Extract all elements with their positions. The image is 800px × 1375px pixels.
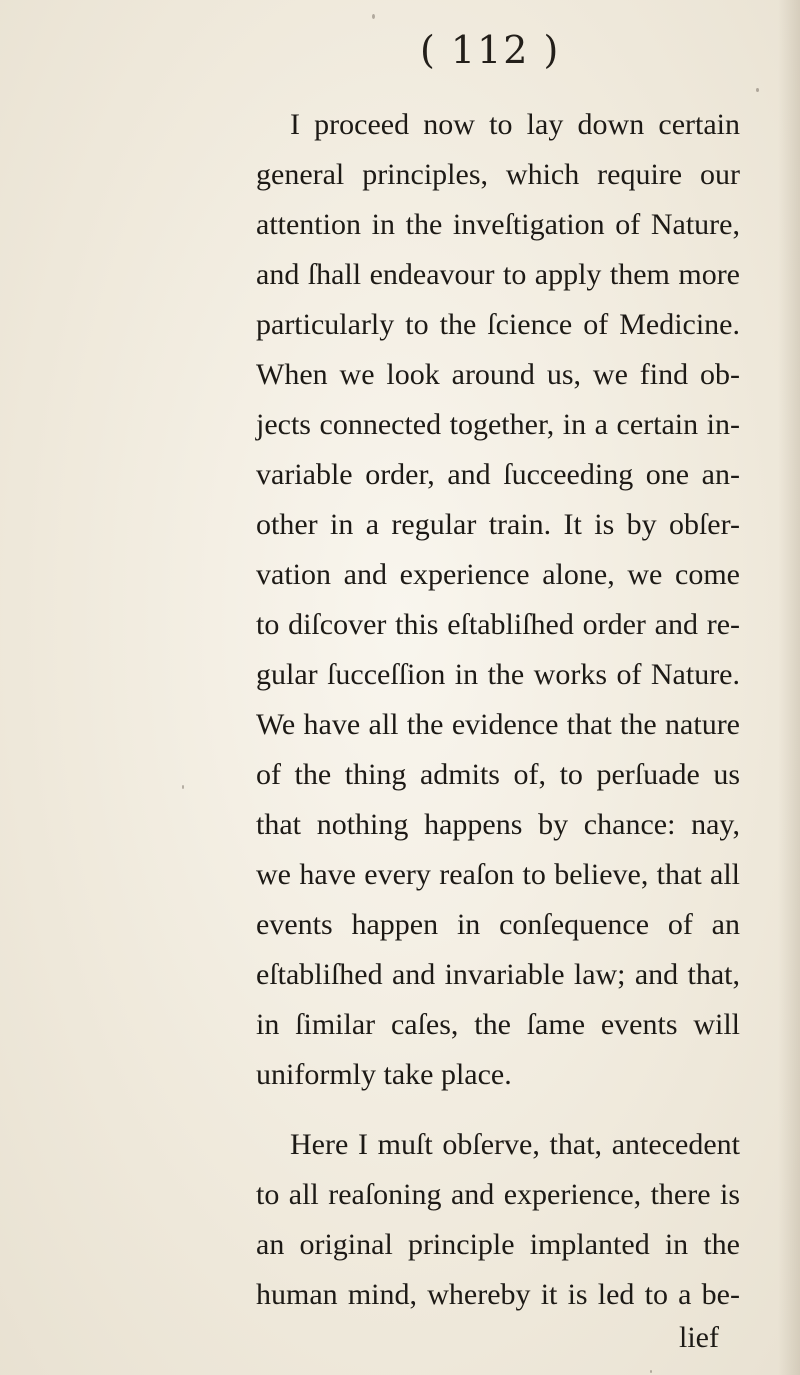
text-line: of the thing admits of, to perſuade us [256,758,740,791]
text-line: uniformly take place. [256,1058,512,1091]
text-line: an original principle implanted in the [256,1228,740,1261]
foxing-speck [650,1370,652,1373]
foxing-speck [182,785,184,789]
text-line: gular ſucceſſion in the works of Nature. [256,658,740,691]
foxing-speck [756,88,759,92]
page-number: ( 112 ) [420,28,561,72]
text-line: variable order, and ſucceeding one an- [256,458,740,491]
text-line: that nothing happens by chance: nay, [256,808,740,841]
text-line: human mind, whereby it is led to a be- [256,1278,740,1311]
text-line: When we look around us, we find ob- [256,358,740,391]
catchword: lief [679,1321,719,1354]
text-line: general principles, which require our [256,158,740,191]
foxing-speck [372,14,375,19]
text-line: particularly to the ſcience of Medicine. [256,308,740,341]
text-line: in ſimilar caſes, the ſame events will [256,1008,740,1041]
page-edge-shadow [778,0,800,1375]
text-line: vation and experience alone, we come [256,558,740,591]
text-line: eſtabliſhed and invariable law; and that, [256,958,740,991]
text-line: We have all the evidence that the nature [256,708,740,741]
text-line: I proceed now to lay down certain [290,108,740,141]
text-line: and ſhall endeavour to apply them more [256,258,740,291]
text-line: we have every reaſon to believe, that all [256,858,740,891]
text-line: Here I muſt obſerve, that, antecedent [290,1128,740,1161]
text-line: jects connected together, in a certain in- [256,408,740,441]
text-line: to all reaſoning and experience, there is [256,1178,740,1211]
text-line: events happen in conſequence of an [256,908,740,941]
text-line: to diſcover this eſtabliſhed order and re- [256,608,740,641]
text-line: attention in the inveſtigation of Nature, [256,208,740,241]
text-line: other in a regular train. It is by obſer- [256,508,740,541]
